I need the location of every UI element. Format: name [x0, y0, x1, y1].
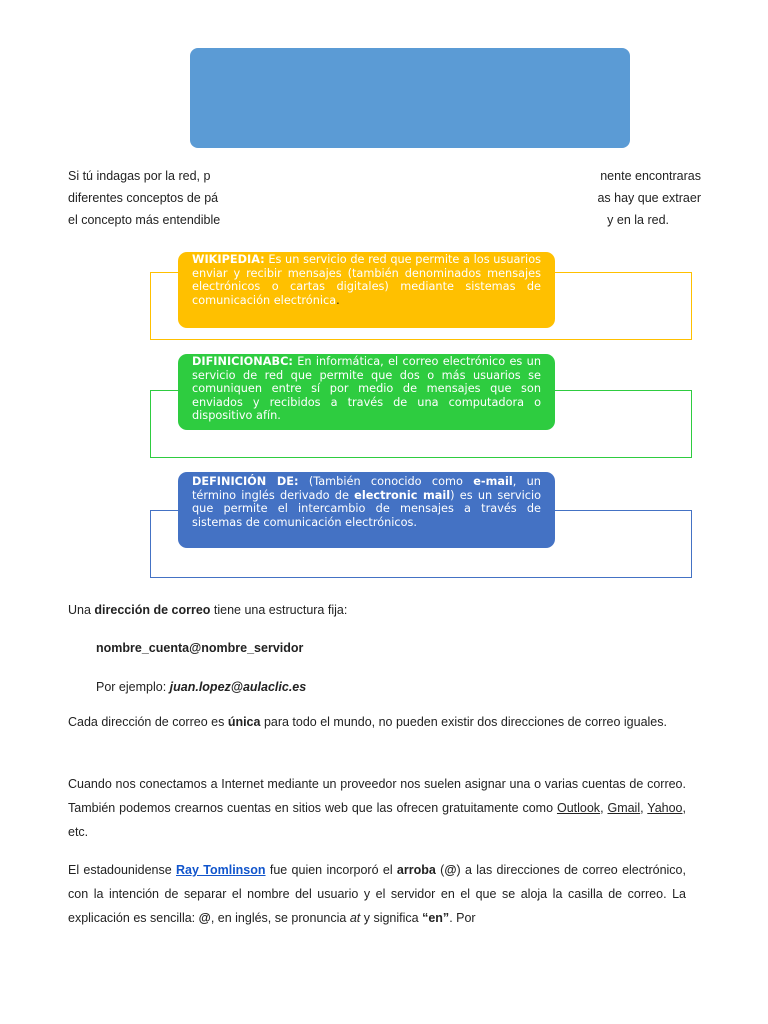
ray-tomlinson-link-text: Ray Tomlinson	[176, 863, 266, 877]
p2-pre: Cada dirección de correo es	[68, 715, 228, 729]
abc-label: DIFINICIONABC:	[192, 355, 293, 368]
p4-bold-arroba: arroba	[396, 863, 436, 877]
definicion-label: DEFINICIÓN DE:	[192, 475, 299, 488]
intro-line-2-left: diferentes conceptos de pá	[68, 191, 219, 205]
intro-line-1-right: nente encontraras	[600, 169, 701, 183]
p3-post: , etc.	[68, 801, 686, 839]
paragraph-address	[68, 598, 686, 622]
ray-tomlinson-link[interactable]	[176, 863, 266, 877]
p3-sep-2: ,	[640, 801, 648, 815]
p3-pre: Cuando nos conectamos a Internet mediante un proveedor nos suelen asignar una o varias cuentas de correo. También podemos crearnos cuentas en sitios web que las ofrecen gratuitamente como	[68, 777, 686, 815]
p4-mid-2: (	[435, 863, 445, 877]
p2-bold: única	[227, 715, 261, 729]
abc-callout	[178, 354, 555, 430]
gmail-link[interactable]: Gmail	[607, 801, 641, 815]
intro-line-1-left: Si tú indagas por la red, p	[68, 169, 211, 183]
paragraph-tomlinson	[68, 858, 686, 930]
p1-post: tiene una estructura fija:	[210, 603, 348, 617]
address-structure	[96, 636, 686, 660]
definicion-callout	[178, 472, 555, 548]
p4-mid-4: , en inglés, se pronuncia	[210, 911, 350, 925]
intro-line-3-left: el concepto más entendible	[68, 213, 221, 227]
p1-pre: Una	[68, 603, 95, 617]
p4-post: . Por	[449, 911, 476, 925]
address-example	[96, 675, 686, 699]
p4-bold-at-2: @	[198, 911, 211, 925]
abc-text: En informática, el correo electrónico es un servicio de red que permite que dos o más usuarios se comuniquen entre sí por medio de mensajes que son enviados y recibidos a través de una computadora o dispositivo afín.	[192, 355, 541, 422]
definicion-bold-email: e-mail	[473, 475, 513, 488]
wikipedia-text: Es un servicio de red que permite a los usuarios enviar y recibir mensajes (también denominados mensajes electrónicos o cartas digitales) mediante sistemas de comunicación electrónica	[192, 253, 541, 307]
p4-mid-1: fue quien incorporó el	[265, 863, 397, 877]
intro-line-2-right: as hay que extraer	[597, 191, 701, 205]
definicion-bold-electronic-mail: electronic mail	[354, 488, 451, 502]
p4-italic-at: at	[349, 911, 361, 925]
p4-pre: El estadounidense	[68, 863, 177, 877]
example-pre: Por ejemplo:	[96, 680, 170, 694]
definicion-text-2: , un término inglés derivado de	[192, 475, 541, 502]
wikipedia-label: WIKIPEDIA:	[192, 253, 265, 266]
definicion-text-1: (También conocido como	[298, 475, 474, 488]
p3-sep-1: ,	[600, 801, 608, 815]
yahoo-link[interactable]: Yahoo	[647, 801, 683, 815]
p1-bold: dirección de correo	[94, 603, 211, 617]
wikipedia-callout	[178, 252, 555, 328]
paragraph-unique	[68, 710, 686, 734]
paragraph-accounts	[68, 772, 686, 844]
structure-text: nombre_cuenta@nombre_servidor	[96, 641, 304, 655]
example-value: juan.lopez@aulaclic.es	[169, 680, 307, 694]
definicion-text-3: ) es un servicio que permite el intercambio de mensajes a través de sistemas de comunicación electrónicos.	[192, 488, 541, 529]
outlook-link[interactable]: Outlook	[556, 801, 601, 815]
title-banner	[190, 48, 630, 148]
p4-bold-at-1: @	[444, 863, 457, 877]
p2-post: para todo el mundo, no pueden existir dos direcciones de correo iguales.	[260, 715, 667, 729]
p4-mid-5: y significa	[360, 911, 423, 925]
wikipedia-period: .	[336, 293, 340, 307]
p4-bold-en: “en”	[422, 911, 450, 925]
intro-line-3-right: y en la red.	[607, 213, 669, 227]
p4-mid-3: ) a las direcciones de correo electrónico, con la intención de separar el nombre del usuario y el servidor en el que se aloja la casilla de correo. La explicación es sencilla:	[68, 863, 686, 925]
